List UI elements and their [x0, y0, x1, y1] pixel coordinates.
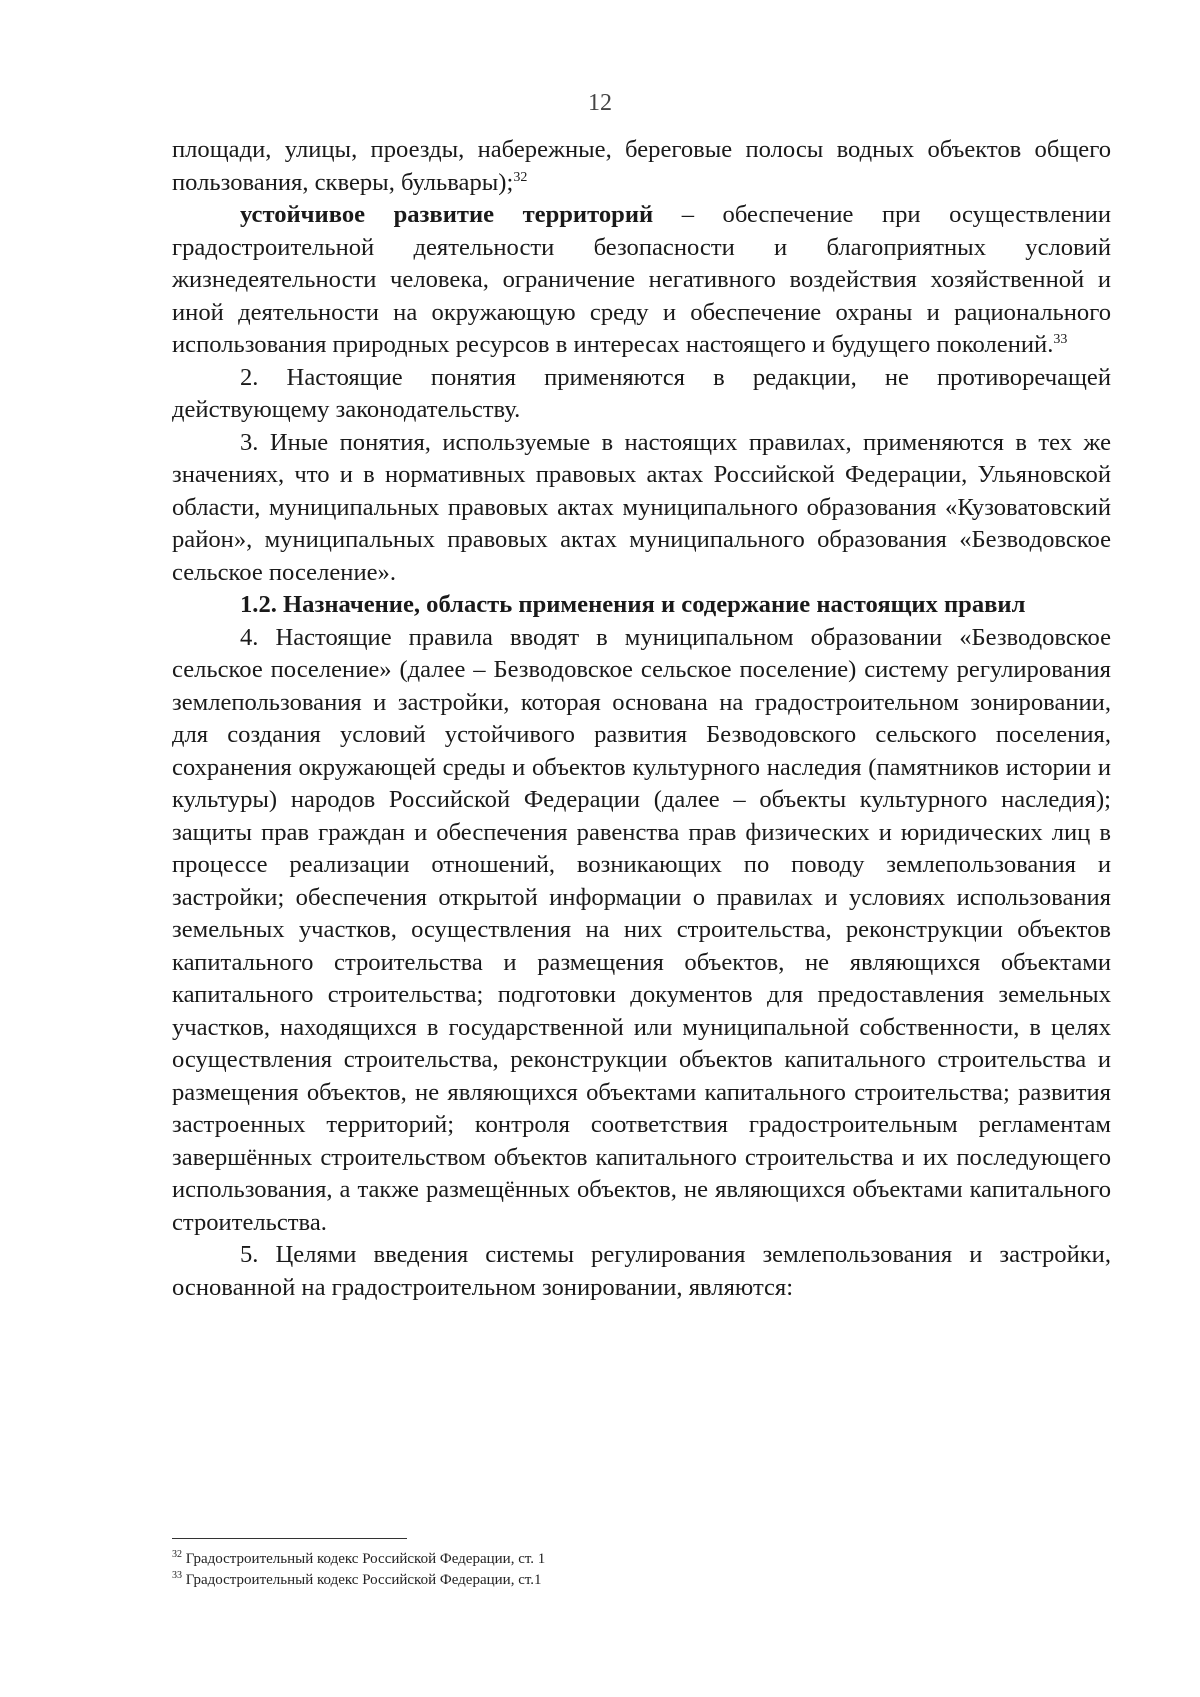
paragraph-text: площади, улицы, проезды, набережные, береговые полосы водных объектов общего пользования, скверы, бульвары); [172, 136, 1111, 196]
footnotes [172, 1549, 872, 1591]
paragraph-4: 4. Настоящие правила вводят в муниципальном образовании «Безводовское сельское поселение» (далее – Безводовское сельское поселение) систему регулирования землепользования и застройки, которая основана на градостроительном зонировании, для создания условий устойчивого развития Безводовского сельского поселения, сохранения окружающей среды и объектов культурного наследия (памятников истории и культуры) народов Российской Федерации (далее – объекты культурного наследия); защиты прав граждан и обеспечения равенства прав физических и юридических лиц в процессе реализации отношений, возникающих по поводу землепользования и застройки; обеспечения открытой информации о правилах и условиях использования земельных участков, осуществления на них строительства, реконструкции объектов капитального строительства и размещения объектов, не являющихся объектами капитального строительства; подготовки документов для предоставления земельных участков, находящихся в государственной или муниципальной собственности, в целях осуществления строительства, реконструкции объектов капитального строительства и размещения объектов, не являющихся объектами капитального строительства; развития застроенных территорий; контроля соответствия градостроительным регламентам завершённых строительством объектов капитального строительства и их последующего использования, а также размещённых объектов, не являющихся объектами капитального строительства. [172, 623, 1111, 1236]
paragraph-5: 5. Целями введения системы регулирования землепользования и застройки, основанной на градостроительном зонировании, являются: [172, 1241, 1111, 1301]
paragraph-2: 2. Настоящие понятия применяются в редакции, не противоречащей действующему законодательству. [172, 363, 1111, 423]
document-body [172, 134, 1111, 1304]
footnote-ref: 32 [513, 169, 528, 185]
definition-text: – обеспечение при осуществлении градостроительной деятельности безопасности и благоприятных условий жизнедеятельности человека, ограничение негативного воздействия хозяйственной и иной деятельности на окружающую среду и обеспечение охраны и рационального использования природных ресурсов в интересах настоящего и будущего поколений. [172, 201, 1111, 358]
footnote [172, 1549, 872, 1570]
footnote-text: Градостроительный кодекс Российской Федерации, ст. 1 [182, 1551, 546, 1567]
footnote-divider [172, 1538, 407, 1539]
footnote [172, 1570, 872, 1591]
paragraph-3: 3. Иные понятия, используемые в настоящих правилах, применяются в тех же значениях, что и в нормативных правовых актах Российской Федерации, Ульяновской области, муниципальных правовых актах муниципального образования «Кузоватовский район», муниципальных правовых актах муниципального образования «Безводовское сельское поселение». [172, 428, 1111, 586]
defined-term: устойчивое развитие территорий [240, 201, 654, 228]
page-number: 12 [588, 90, 612, 116]
paragraph-continuation [172, 134, 1111, 199]
footnote-ref: 33 [1053, 331, 1068, 347]
footnote-text: Градостроительный кодекс Российской Федерации, ст.1 [182, 1572, 542, 1588]
footnote-number: 32 [172, 1549, 182, 1560]
definition-paragraph [172, 199, 1111, 362]
footnote-number: 33 [172, 1570, 182, 1581]
section-heading: 1.2. Назначение, область применения и содержание настоящих правил [240, 591, 1026, 618]
